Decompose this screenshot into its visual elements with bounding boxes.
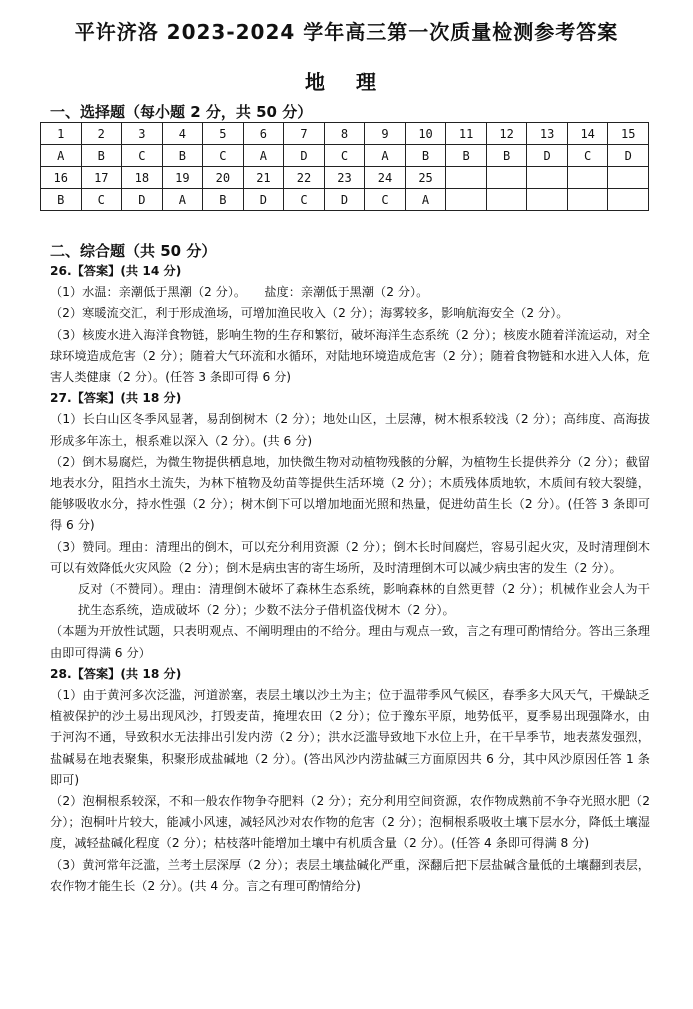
answer-letter-cell: A	[41, 145, 82, 167]
q27-part2: （2）倒木易腐烂，为微生物提供栖息地，加快微生物对动植物残骸的分解，为植物生长提供养分（2 分）；截留地表水分，阻挡水土流失，为林下植物及幼苗等提供生活环境（2 分）；木质残体质地软，木质间有较大裂缝，能够吸收水分，持水性强（2 分）；树木倒下可以增加地面光照和热量，促进幼苗生长（2 分）。(任答 3 条即可得 6 分)	[50, 454, 650, 533]
question-number-cell: 14	[567, 123, 608, 145]
question-number-cell: 25	[405, 167, 446, 189]
question-number-cell: 17	[81, 167, 122, 189]
answer-letter-cell: B	[486, 145, 527, 167]
answer-letter-cell	[486, 189, 527, 211]
question-number-cell: 8	[324, 123, 365, 145]
answer-letter-cell: C	[365, 189, 406, 211]
question-number-cell: 24	[365, 167, 406, 189]
page-title: 平许济洛 2023-2024 学年高三第一次质量检测参考答案	[74, 20, 619, 44]
answer-letter-cell: C	[122, 145, 163, 167]
question-number-cell: 15	[608, 123, 649, 145]
question-number-cell: 22	[284, 167, 325, 189]
answer-letter-cell: D	[608, 145, 649, 167]
question-number-cell	[608, 167, 649, 189]
section-heading-composite: 二、综合题（共 50 分）	[50, 242, 217, 260]
question-number-cell: 21	[243, 167, 284, 189]
q26-part2: （2）寒暖流交汇，利于形成渔场，可增加渔民收入（2 分）；海雾较多，影响航海安全（2 分）。	[50, 306, 569, 321]
answer-letter-cell: C	[324, 145, 365, 167]
answer-letter-cell	[446, 189, 487, 211]
answer-table-row-numbers-1	[41, 123, 649, 145]
question-number-cell: 13	[527, 123, 568, 145]
question-number-cell: 3	[122, 123, 163, 145]
q27-part3-disagree: 反对（不赞同）。理由：清理倒木破坏了森林生态系统，影响森林的自然更替（2 分）；机械作业会人为干扰生态系统，造成破坏（2 分）；少数不法分子借机盗伐树木（2 分）。	[78, 582, 650, 618]
question-number-cell: 6	[243, 123, 284, 145]
answer-letter-cell: C	[567, 145, 608, 167]
answer-letter-cell: D	[284, 145, 325, 167]
answer-letter-cell: B	[203, 189, 244, 211]
answer-letter-cell: A	[243, 145, 284, 167]
answer-letter-cell: A	[365, 145, 406, 167]
answer-letter-cell: D	[324, 189, 365, 211]
subject-title: 地 理	[305, 70, 388, 94]
question-number-cell: 7	[284, 123, 325, 145]
question-number-cell: 2	[81, 123, 122, 145]
question-number-cell: 5	[203, 123, 244, 145]
question-number-cell: 4	[162, 123, 203, 145]
q27-note: （本题为开放性试题，只表明观点、不阐明理由的不给分。理由与观点一致，言之有理可酌情给分。答出三条理由即可得满 6 分）	[50, 624, 650, 660]
question-number-cell: 11	[446, 123, 487, 145]
answer-letter-cell	[567, 189, 608, 211]
q26-heading: 26.【答案】(共 14 分)	[50, 264, 182, 278]
q26-part1: （1）水温：亲潮低于黑潮（2 分）。 盐度：亲潮低于黑潮（2 分）。	[50, 285, 429, 300]
question-number-cell: 20	[203, 167, 244, 189]
answer-letter-cell: C	[81, 189, 122, 211]
answer-letter-cell: D	[122, 189, 163, 211]
question-number-cell	[446, 167, 487, 189]
question-number-cell: 23	[324, 167, 365, 189]
question-number-cell: 19	[162, 167, 203, 189]
answer-letter-cell: A	[162, 189, 203, 211]
answer-letter-cell: B	[446, 145, 487, 167]
answer-letter-cell: C	[203, 145, 244, 167]
answer-letter-cell	[608, 189, 649, 211]
q27-part1: （1）长白山区冬季风显著，易刮倒树木（2 分）；地处山区，土层薄，树木根系较浅（2 分）；高纬度、高海拔形成多年冻土，根系难以深入（2 分）。(共 6 分)	[50, 412, 650, 448]
answer-table-row-answers-1	[41, 145, 649, 167]
section-heading-choice: 一、选择题（每小题 2 分，共 50 分）	[50, 103, 313, 121]
question-number-cell	[527, 167, 568, 189]
question-number-cell: 10	[405, 123, 446, 145]
answer-letter-cell: B	[41, 189, 82, 211]
question-number-cell: 16	[41, 167, 82, 189]
q28-heading: 28.【答案】(共 18 分)	[50, 666, 182, 681]
q27-heading: 27.【答案】(共 18 分)	[50, 391, 182, 406]
answer-letter-cell: B	[81, 145, 122, 167]
q28-part1: （1）由于黄河多次泛滥，河道淤塞，表层土壤以沙土为主；位于温带季风气候区，春季多大风天气，干燥缺乏植被保护的沙土易出现风沙，打毁麦苗，掩埋农田（2 分）；位于豫东平原，地势低平，夏季易出现强降水，由于河沟不通，导致积水无法排出引发内涝（2 分）；洪水泛滥导致地下水位上升，在干旱季节，地表蒸发强烈，盐碱易在地表聚集，积聚形成盐碱地（2 分）。(答出风沙内涝盐碱三方面原因共 6 分，其中风沙原因任答 1 条即可)	[50, 688, 650, 787]
q26-part3: （3）核废水进入海洋食物链，影响生物的生存和繁衍，破坏海洋生态系统（2 分）；核废水随着洋流运动，对全球环境造成危害（2 分）；随着大气环流和水循环，对陆地环境造成危害（2 分）；随着食物链和水进入人体，危害人类健康（2 分）。(任答 3 条即可得 6 分)	[50, 327, 650, 385]
q28-part2: （2）泡桐根系较深，不和一般农作物争夺肥料（2 分）；充分利用空间资源，农作物成熟前不争夺光照水肥（2 分）；泡桐叶片较大，能减小风速，减轻风沙对农作物的危害（2 分）；泡桐根系吸收土壤下层水分，降低土壤湿度，减轻盐碱化程度（2 分）；枯枝落叶能增加土壤中有机质含量（2 分）。(任答 4 条即可得满 8 分)	[50, 794, 650, 851]
answer-table-row-numbers-2	[41, 167, 649, 189]
q27-part3-agree: （3）赞同。理由：清理出的倒木，可以充分利用资源（2 分）；倒木长时间腐烂，容易引起火灾，及时清理倒木可以有效降低火灾风险（2 分）；倒木是病虫害的寄生场所，及时清理倒木可以减少病虫害的发生（2 分）。	[50, 539, 650, 575]
answer-letter-cell: A	[405, 189, 446, 211]
question-number-cell	[486, 167, 527, 189]
question-number-cell: 1	[41, 123, 82, 145]
question-number-cell	[567, 167, 608, 189]
answer-letter-cell	[527, 189, 568, 211]
answer-letter-cell: B	[162, 145, 203, 167]
answer-table-row-answers-2	[41, 189, 649, 211]
question-number-cell: 18	[122, 167, 163, 189]
answer-letter-cell: D	[243, 189, 284, 211]
answer-body	[50, 261, 650, 897]
question-number-cell: 12	[486, 123, 527, 145]
answer-table	[40, 122, 649, 211]
q28-part3: （3）黄河常年泛滥，兰考土层深厚（2 分）；表层土壤盐碱化严重，深翻后把下层盐碱含量低的土壤翻到表层，农作物才能生长（2 分）。(共 4 分。言之有理可酌情给分)	[50, 857, 650, 893]
answer-letter-cell: D	[527, 145, 568, 167]
question-number-cell: 9	[365, 123, 406, 145]
answer-letter-cell: C	[284, 189, 325, 211]
answer-letter-cell: B	[405, 145, 446, 167]
